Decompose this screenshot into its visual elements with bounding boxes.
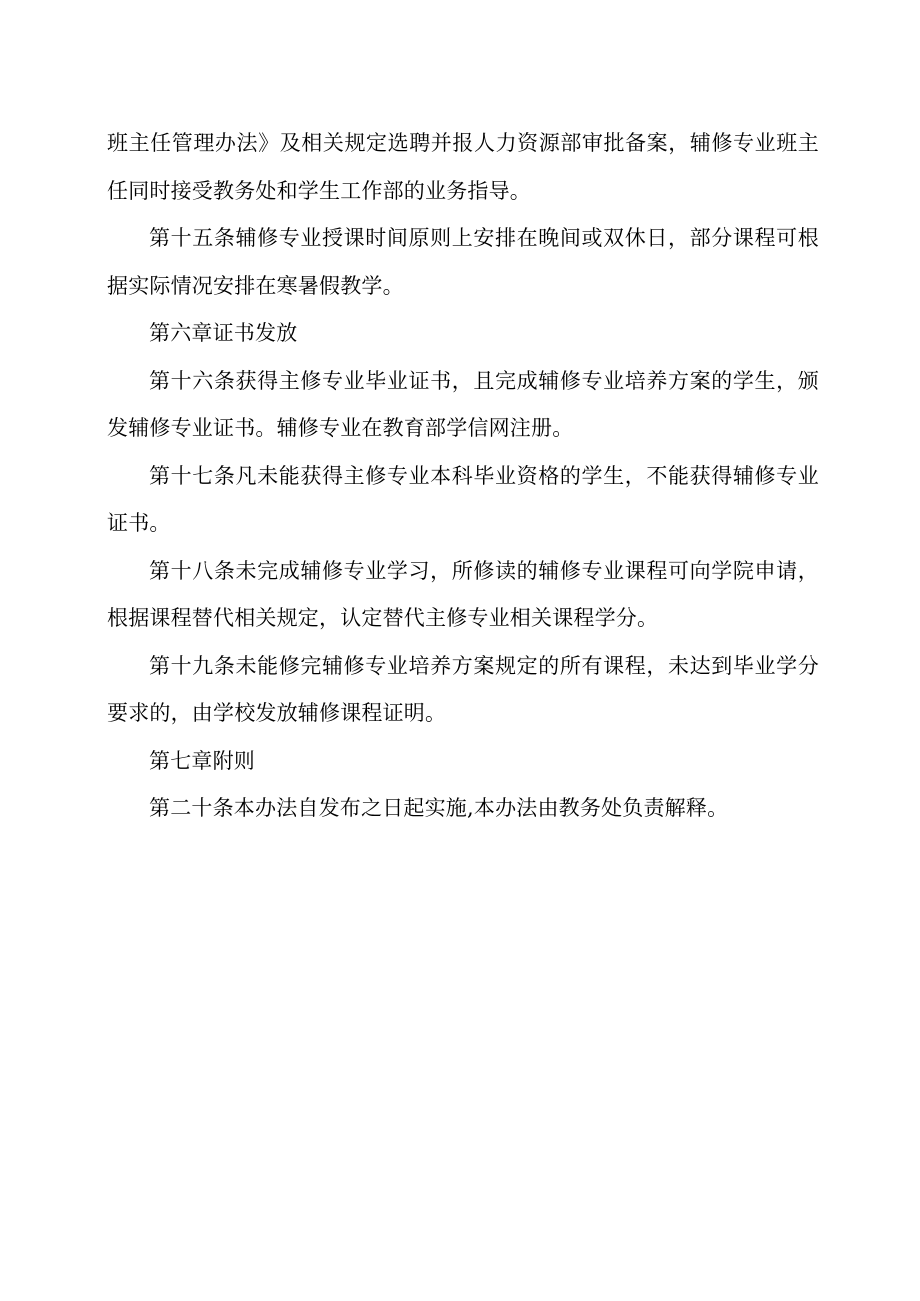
chapter-6-heading: 第六章证书发放 — [149, 321, 298, 345]
paragraph-article-18: 第十八条未完成辅修专业学习，所修读的辅修专业课程可向学院申请，根据课程替代相关规定，认定替代主修专业相关课程学分。 — [107, 558, 819, 630]
chapter-7-heading: 第七章附则 — [149, 748, 255, 773]
paragraph-article-15: 第十五条辅修专业授课时间原则上安排在晚间或双休日，部分课程可根据实际情况安排在寒暑假教学。 — [107, 226, 819, 298]
paragraph-continued-head-teacher: 班主任管理办法》及相关规定选聘并报人力资源部审批备案，辅修专业班主任同时接受教务处和学生工作部的业务指导。 — [107, 131, 819, 203]
paragraph-article-19: 第十九条未能修完辅修专业培养方案规定的所有课程，未达到毕业学分要求的，由学校发放辅修课程证明。 — [107, 653, 819, 725]
paragraph-article-20: 第二十条本办法自发布之日起实施,本办法由教务处负责解释。 — [149, 796, 729, 820]
paragraph-article-17: 第十七条凡未能获得主修专业本科毕业资格的学生，不能获得辅修专业证书。 — [107, 463, 819, 535]
document-body — [107, 120, 819, 833]
paragraph-article-16: 第十六条获得主修专业毕业证书，且完成辅修专业培养方案的学生，颁发辅修专业证书。辅修专业在教育部学信网注册。 — [107, 368, 819, 440]
